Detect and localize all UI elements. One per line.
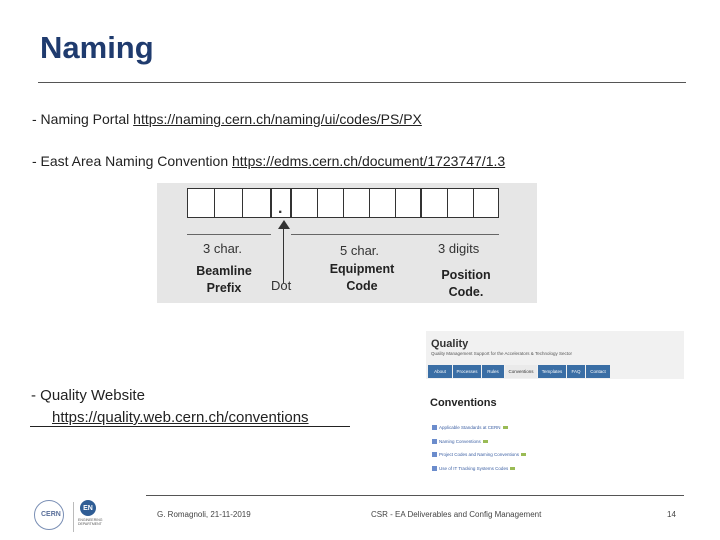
status-icon xyxy=(510,467,515,470)
bullet-east-area-convention xyxy=(32,153,505,169)
bullet-prefix: - East Area Naming Convention xyxy=(32,153,232,169)
box-divider xyxy=(369,188,370,218)
page-number: 14 xyxy=(667,510,676,519)
nav-tab-templates[interactable]: Templates xyxy=(538,365,566,378)
footer-logo-divider xyxy=(73,502,74,532)
quality-site-subtitle: Quality Management Support for the Accelerators & Technology Sector xyxy=(431,351,572,356)
equipment-span-line xyxy=(291,234,421,235)
equipment-boxes xyxy=(291,188,421,218)
dot-arrow-shaft xyxy=(283,223,284,283)
box-divider xyxy=(447,188,448,218)
conventions-link-item[interactable]: Applicable Standards at CERN xyxy=(432,425,508,430)
beamline-prefix-label xyxy=(185,263,263,297)
footer-author: G. Romagnoli, 21-11-2019 xyxy=(157,510,251,519)
label-5-char: 5 char. xyxy=(340,243,380,258)
status-icon xyxy=(521,453,526,456)
position-span-line xyxy=(421,234,499,235)
quality-website-screenshot xyxy=(426,331,684,481)
dot-label: Dot xyxy=(271,278,292,293)
beamline-line1: Beamline xyxy=(196,264,252,278)
bullet-prefix: - Naming Portal xyxy=(32,111,134,127)
status-icon xyxy=(483,440,488,443)
quality-website-link[interactable]: https://quality.web.cern.ch/conventions xyxy=(52,409,309,426)
nav-tab-about[interactable]: About xyxy=(428,365,452,378)
quality-site-nav xyxy=(428,365,611,378)
nav-tab-rules[interactable]: Rules xyxy=(482,365,504,378)
prefix-span-line xyxy=(187,234,271,235)
conventions-link-item[interactable]: Naming Conventions xyxy=(432,439,488,444)
box-divider xyxy=(343,188,344,218)
quality-site-title: Quality xyxy=(431,338,469,350)
position-boxes xyxy=(421,188,499,218)
en-logo-icon: EN xyxy=(80,500,96,516)
conventions-link-item[interactable]: Use of IT Tracking Systems Codes xyxy=(432,466,515,471)
bullet-quality-website: - Quality Website xyxy=(31,387,145,404)
title-rule xyxy=(38,82,686,83)
document-icon xyxy=(432,466,437,471)
nav-tab-processes[interactable]: Processes xyxy=(453,365,481,378)
position-line2: Code. xyxy=(448,285,484,299)
slide-title: Naming xyxy=(40,30,154,65)
nav-tab-conventions[interactable]: Conventions xyxy=(505,365,537,378)
status-icon xyxy=(503,426,508,429)
conventions-link-item[interactable]: Project Codes and Naming Conventions xyxy=(432,452,526,457)
cern-logo-icon: CERN xyxy=(34,500,64,530)
prefix-boxes xyxy=(187,188,271,218)
naming-portal-link[interactable]: https://naming.cern.ch/naming/ui/codes/PS/PX xyxy=(133,111,422,127)
document-icon xyxy=(432,425,437,430)
conventions-heading: Conventions xyxy=(430,397,497,409)
box-divider xyxy=(317,188,318,218)
dot-arrow-head xyxy=(278,220,290,229)
dot-char: . xyxy=(278,200,283,217)
nav-tab-contact[interactable]: Contact xyxy=(586,365,610,378)
box-divider xyxy=(395,188,396,218)
en-department-label: ENGINEERING DEPARTMENT xyxy=(78,518,103,526)
quality-link-underline xyxy=(30,426,350,427)
label-3-char: 3 char. xyxy=(203,241,243,256)
beamline-line2: Prefix xyxy=(206,281,242,295)
document-icon xyxy=(432,452,437,457)
naming-convention-diagram xyxy=(157,183,537,303)
footer-center-text: CSR - EA Deliverables and Config Management xyxy=(371,510,542,519)
quality-site-header xyxy=(426,331,684,379)
box-divider xyxy=(242,188,243,218)
position-line1: Position xyxy=(441,268,491,282)
box-divider xyxy=(214,188,215,218)
box-divider xyxy=(473,188,474,218)
position-code-label xyxy=(427,267,505,301)
nav-tab-faq[interactable]: FAQ xyxy=(567,365,585,378)
document-icon xyxy=(432,439,437,444)
edms-document-link[interactable]: https://edms.cern.ch/document/1723747/1.3 xyxy=(232,153,506,169)
bullet-naming-portal xyxy=(32,111,422,127)
equipment-line2: Code xyxy=(346,279,378,293)
equipment-code-label xyxy=(321,261,403,295)
label-3-digits: 3 digits xyxy=(438,241,480,256)
footer-rule xyxy=(146,495,684,496)
equipment-line1: Equipment xyxy=(329,262,395,276)
